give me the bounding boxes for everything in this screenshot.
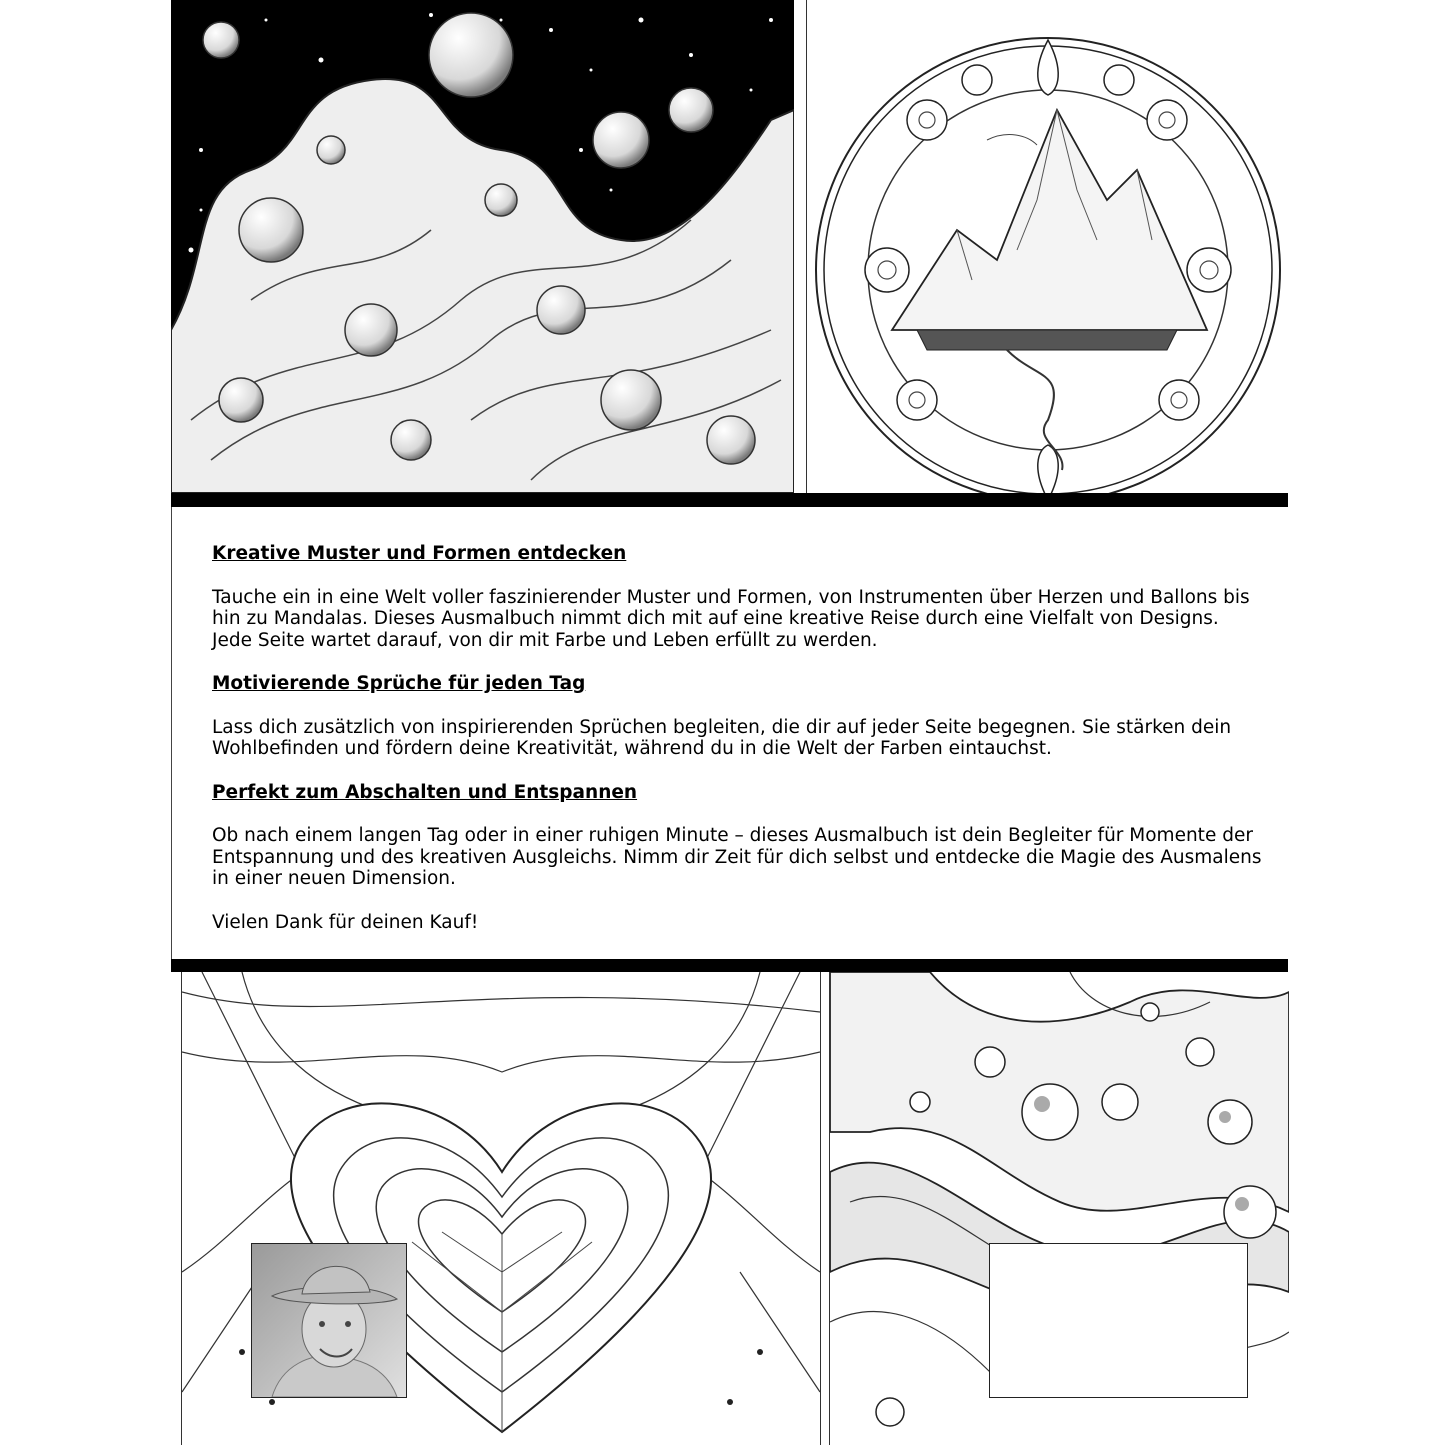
section-heading: Kreative Muster und Formen entdecken	[212, 543, 627, 564]
author-photo	[251, 1243, 407, 1398]
description-text	[212, 543, 1262, 955]
section-body: Lass dich zusätzlich von inspirierenden Sprüchen begleiten, die dir auf jeder Seite begegnen. Sie stärken dein Wohlbefinden und fördern deine Kreativität, während du in die Welt der Farben eintauchst.	[212, 716, 1232, 759]
description-panel	[171, 507, 1288, 959]
section-body: Tauche ein in eine Welt voller faszinierender Muster und Formen, von Instrumenten über Herzen und Ballons bis hin zu Mandalas. Dieses Ausmalbuch nimmt dich mit auf eine kreative Reise durch eine Vielfalt von Designs. Jede Seite wartet darauf, von dir mit Farbe und Leben erfüllt zu werden.	[212, 586, 1250, 651]
closing-line: Vielen Dank für deinen Kauf!	[212, 911, 479, 933]
mountain-mandala-illustration	[806, 0, 1289, 493]
section-body: Ob nach einem langen Tag oder in einer ruhigen Minute – dieses Ausmalbuch ist dein Begleiter für Momente der Entspannung und des kreativen Ausgleichs. Nimm dir Zeit für dich selbst und entdecke die Magie des Ausmalens in einer neuen Dimension.	[212, 825, 1262, 889]
barcode-placeholder-box	[989, 1243, 1248, 1398]
divider-bar-bottom	[171, 959, 1288, 972]
section-heading: Motivierende Sprüche für jeden Tag	[212, 673, 586, 694]
divider-bar-top	[171, 493, 1288, 507]
cosmic-bubbles-illustration	[171, 0, 794, 493]
section-heading: Perfekt zum Abschalten und Entspannen	[212, 781, 638, 803]
